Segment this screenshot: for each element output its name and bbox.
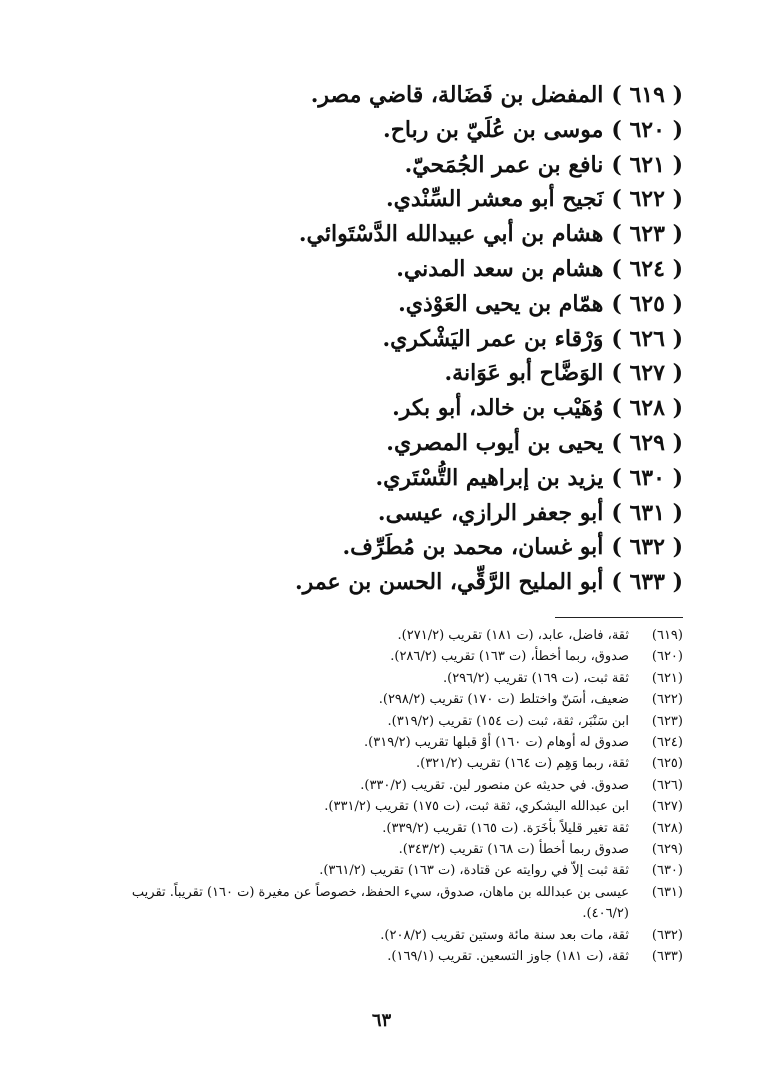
footnote-list <box>113 625 683 968</box>
footnote-number: (٦٢٩) <box>651 842 683 858</box>
footnote <box>113 775 683 796</box>
footnote <box>113 732 683 753</box>
page-number: ٦٣ <box>371 1010 392 1031</box>
footnote-number: (٦٢٢) <box>651 692 683 708</box>
footnote-text: صدوق له أوهام (ت ١٦٠) أوْ قبلها تقريب (٣١٩/٢). <box>364 735 629 751</box>
footnote <box>113 646 683 667</box>
footnote <box>113 753 683 774</box>
entry-number: ( ٦٢٤ ) <box>611 255 683 282</box>
footnote-text: ثقة ثبت إلاّ في روايته عن قتادة، (ت ١٦٣) تقريب (٣٦١/٢). <box>319 863 629 879</box>
entry-text: موسى بن عُلَيّ بن رباح. <box>383 116 604 143</box>
entry-number: ( ٦٢٥ ) <box>611 290 683 317</box>
entry-text: يحيى بن أيوب المصري. <box>386 429 604 456</box>
footnote-text: ثقة، (ت ١٨١) جاوز التسعين. تقريب (١٦٩/١). <box>387 949 629 965</box>
footnote-text: ثقة، فاضل، عابد، (ت ١٨١) تقريب (٢٧١/٢). <box>397 628 629 643</box>
footnote-text: ثقة تغير قليلاً بأخَرَة. (ت ١٦٥) تقريب (٣٣٩/٢). <box>382 820 629 836</box>
entry-text: هشام بن سعد المدني. <box>396 255 604 282</box>
narrator-entry <box>63 182 683 217</box>
footnote <box>113 668 683 689</box>
footnote-text: ضعيف، أسَنّ واختلط (ت ١٧٠) تقريب (٢٩٨/٢). <box>378 692 629 708</box>
footnote-number: (٦٣٣) <box>651 949 683 965</box>
footnote-text: صدوق ربما أخطأ (ت ١٦٨) تقريب (٣٤٣/٢). <box>398 842 629 858</box>
narrator-entry <box>63 530 683 565</box>
footnote-number: (٦٢٥) <box>651 756 683 772</box>
entry-number: ( ٦٢٧ ) <box>611 360 683 387</box>
entry-text: أبو المليح الرَّقِّي، الحسن بن عمر. <box>295 569 604 596</box>
footnote-text: ابن سَنْبَر، ثقة، ثبت (ت ١٥٤) تقريب (٣١٩/٢). <box>387 713 629 729</box>
narrator-entry <box>63 565 683 600</box>
footnote-number: (٦٣٠) <box>651 863 683 879</box>
narrator-entry <box>63 322 683 357</box>
narrator-entry <box>63 113 683 148</box>
entry-number: ( ٦٢٠ ) <box>611 116 683 143</box>
footnote-number: (٦٣١) <box>651 884 683 900</box>
footnote <box>113 882 683 925</box>
narrator-entry <box>63 217 683 252</box>
footnote <box>113 711 683 732</box>
footnote-text: ثقة ثبت، (ت ١٦٩) تقريب (٢٩٦/٢). <box>442 670 629 686</box>
entry-text: نافع بن عمر الجُمَحيّ. <box>404 151 604 178</box>
footnote <box>113 689 683 710</box>
footnote-number: (٦٢٦) <box>651 777 683 793</box>
narrator-entry <box>63 391 683 426</box>
entry-number: ( ٦١٩ ) <box>611 82 683 108</box>
entry-text: وُهَيْب بن خالد، أبو بكر. <box>392 395 604 422</box>
footnote-number: (٦١٩) <box>651 628 683 643</box>
footnote <box>113 796 683 817</box>
entry-text: همّام بن يحيى العَوْذي. <box>398 290 604 317</box>
entry-text: هشام بن أبي عبيدالله الدَّسْتَوائي. <box>298 221 604 248</box>
footnote <box>113 839 683 860</box>
footnote-divider <box>555 617 683 618</box>
entry-number: ( ٦٢٢ ) <box>611 186 683 213</box>
narrator-entry <box>63 356 683 391</box>
entry-text: أبو جعفر الرازي، عيسى. <box>377 499 604 526</box>
narrator-entry <box>63 78 683 113</box>
entry-number: ( ٦٣٢ ) <box>611 534 683 561</box>
entry-text: المفضل بن فَضَالة، قاضي مصر. <box>310 82 604 108</box>
entry-number: ( ٦٢٨ ) <box>611 395 683 422</box>
entry-number: ( ٦٢٦ ) <box>611 325 683 352</box>
footnote-text: ابن عبدالله اليشكري، ثقة ثبت، (ت ١٧٥) تقريب (٣٣١/٢). <box>324 799 629 815</box>
entry-text: أبو غسان، محمد بن مُطَرِّف. <box>342 534 604 561</box>
footnote-number: (٦٢٤) <box>651 735 683 751</box>
entry-text: نَجيح أبو معشر السِّنْدي. <box>385 186 604 213</box>
narrator-entry <box>63 496 683 531</box>
entry-number: ( ٦٣١ ) <box>611 499 683 526</box>
footnote-text: ثقة، ربما وَهِم (ت ١٦٤) تقريب (٣٢١/٢). <box>415 756 629 772</box>
footnote-text: صدوق، ربما أخطأ، (ت ١٦٣) تقريب (٢٨٦/٢). <box>390 649 629 665</box>
entry-text: وَرْقاء بن عمر اليَشْكري. <box>382 325 604 352</box>
footnote-number: (٦٢٣) <box>651 713 683 729</box>
footnote-number: (٦٢٧) <box>651 799 683 815</box>
narrator-entry <box>63 426 683 461</box>
footnote-number: (٦٢١) <box>651 670 683 686</box>
footnote <box>113 860 683 881</box>
footnote <box>113 625 683 646</box>
footnote-text: عيسى بن عبدالله بن ماهان، صدوق، سيء الحفظ، خصوصاً عن مغيرة (ت ١٦٠) تقريباً. تقريب (٤٠٦/٢). <box>131 884 629 922</box>
footnote-text: ثقة، مات بعد سنة مائة وستين تقريب (٢٠٨/٢). <box>380 927 629 943</box>
footnote <box>113 818 683 839</box>
narrator-entry <box>63 461 683 496</box>
entry-number: ( ٦٢٩ ) <box>611 429 683 456</box>
entry-number: ( ٦٢٣ ) <box>611 221 683 248</box>
entry-number: ( ٦٣٠ ) <box>611 464 683 491</box>
footnote <box>113 946 683 967</box>
footnote-number: (٦٣٢) <box>651 927 683 943</box>
footnote <box>113 925 683 946</box>
narrator-list <box>63 78 683 600</box>
footnote-text: صدوق. في حديثه عن منصور لين. تقريب (٣٣٠/٢). <box>360 777 629 793</box>
entry-number: ( ٦٣٣ ) <box>611 569 683 596</box>
narrator-entry <box>63 287 683 322</box>
entry-number: ( ٦٢١ ) <box>611 151 683 178</box>
entry-text: الوَضَّاح أبو عَوَانة. <box>444 360 604 387</box>
narrator-entry <box>63 148 683 183</box>
entry-text: يزيد بن إبراهيم التُّسْتَري. <box>375 464 604 491</box>
footnote-number: (٦٢٨) <box>651 820 683 836</box>
footnote-number: (٦٢٠) <box>651 649 683 665</box>
narrator-entry <box>63 252 683 287</box>
